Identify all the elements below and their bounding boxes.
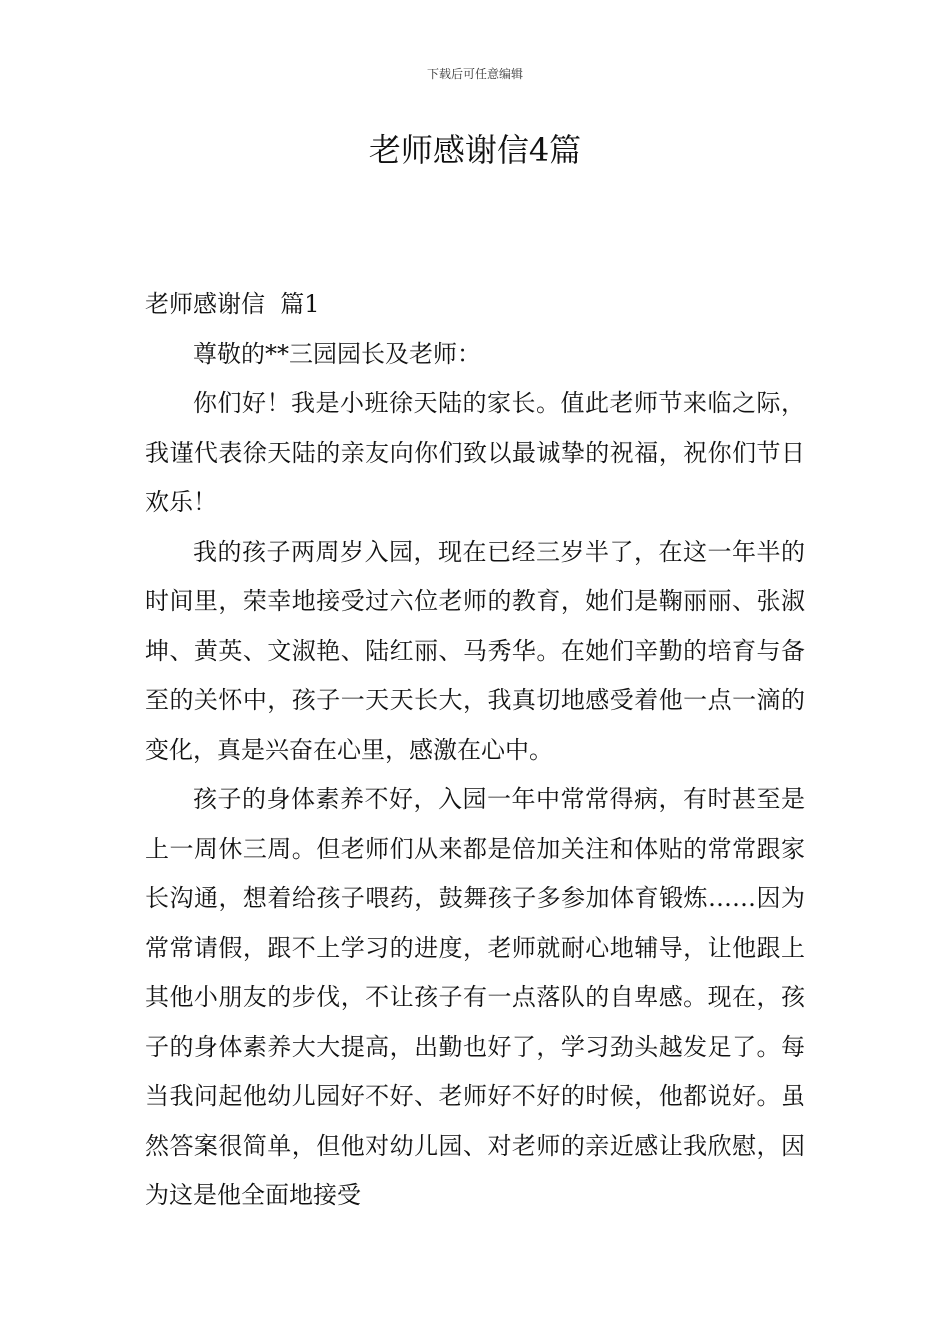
section-heading: 老师感谢信 篇1: [145, 290, 320, 318]
salutation: 尊敬的**三园园长及老师：: [193, 339, 481, 368]
paragraph: 我的孩子两周岁入园，现在已经三岁半了，在这一年半的时间里，荣幸地接受过六位老师的教育，她们是鞠丽丽、张淑坤、黄英、文淑艳、陆红丽、马秀华。在她们辛勤的培育与备至的关怀中，孩子一天天长大，我真切地感受着他一点一滴的变化，真是兴奋在心里，感激在心中。: [145, 537, 805, 764]
document-body: [145, 280, 805, 1221]
paragraph: 你们好！我是小班徐天陆的家长。值此老师节来临之际，我谨代表徐天陆的亲友向你们致以最诚挚的祝福，祝你们节日欢乐！: [145, 389, 805, 516]
header-note: 下载后可任意编辑: [426, 67, 523, 81]
document-title: 老师感谢信4篇: [368, 131, 582, 169]
paragraph: 孩子的身体素养不好，入园一年中常常得病，有时甚至是上一周休三周。但老师们从来都是倍加关注和体贴的常常跟家长沟通，想着给孩子喂药，鼓舞孩子多参加体育锻炼……因为常常请假，跟不上学习的进度，老师就耐心地辅导，让他跟上其他小朋友的步伐，不让孩子有一点落队的自卑感。现在，孩子的身体素养大大提高，出勤也好了，学习劲头越发足了。每当我问起他幼儿园好不好、老师好不好的时候，他都说好。虽然答案很简单，但他对幼儿园、对老师的亲近感让我欣慰，因为这是他全面地接受: [145, 785, 805, 1209]
